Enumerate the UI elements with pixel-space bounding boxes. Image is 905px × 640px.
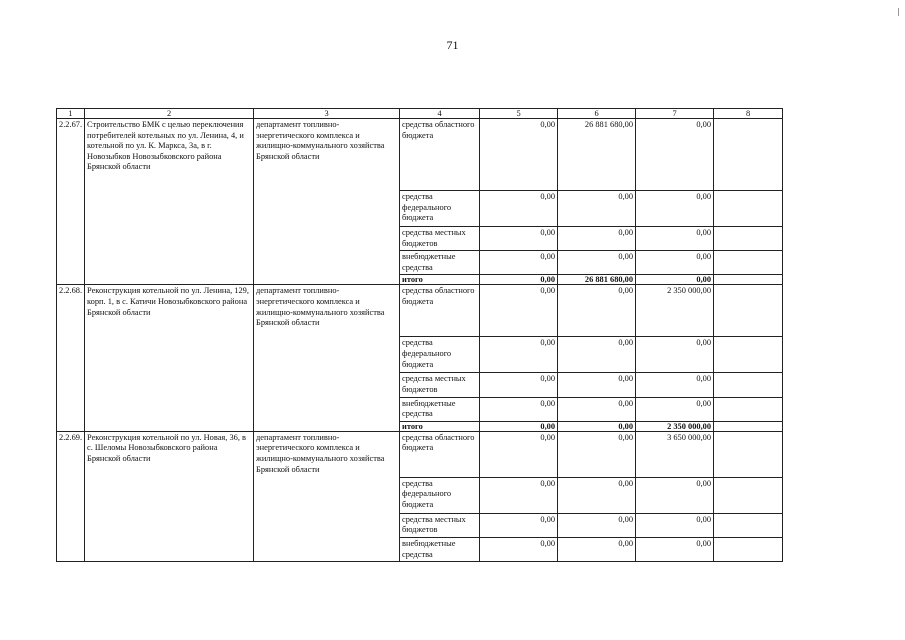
funding-source: средства местных бюджетов [400, 227, 480, 251]
amount-col6: 0,00 [558, 251, 636, 275]
funding-source: средства областного бюджета [400, 285, 480, 337]
amount-col5: 0,00 [480, 397, 558, 421]
project-executor: департамент топливно-энергетического комплекса и жилищно-коммунального хозяйства Брянской области [254, 119, 400, 285]
column-number: 5 [480, 109, 558, 119]
amount-col5: 0,00 [480, 275, 558, 285]
amount-col6: 0,00 [558, 421, 636, 431]
funding-source: средства федерального бюджета [400, 337, 480, 373]
project-executor: департамент топливно-энергетического комплекса и жилищно-коммунального хозяйства Брянской области [254, 431, 400, 561]
amount-col5: 0,00 [480, 337, 558, 373]
amount-col6: 26 881 680,00 [558, 119, 636, 191]
budget-table-wrapper [56, 108, 783, 562]
project-name: Реконструкция котельной по ул. Ленина, 129, корп. 1, в с. Катичи Новозыбковского района Брянской области [85, 285, 254, 431]
amount-col8 [714, 477, 783, 513]
project-id: 2.2.67. [57, 119, 85, 285]
column-number: 4 [400, 109, 480, 119]
amount-col6: 0,00 [558, 513, 636, 537]
amount-col8 [714, 431, 783, 477]
amount-col6: 0,00 [558, 397, 636, 421]
amount-col7: 0,00 [636, 227, 714, 251]
funding-source: средства областного бюджета [400, 431, 480, 477]
project-id: 2.2.68. [57, 285, 85, 431]
amount-col7: 0,00 [636, 191, 714, 227]
amount-col8 [714, 275, 783, 285]
amount-col8 [714, 337, 783, 373]
project-name: Строительство БМК с целью переключения потребителей котельных по ул. Ленина, 4, и котельной по ул. К. Маркса, 3а, в г. Новозыбков Новозыбковского района Брянской области [85, 119, 254, 285]
amount-col6: 0,00 [558, 477, 636, 513]
funding-source: средства федерального бюджета [400, 477, 480, 513]
amount-col8 [714, 397, 783, 421]
amount-col7: 0,00 [636, 477, 714, 513]
amount-col5: 0,00 [480, 227, 558, 251]
funding-source: средства местных бюджетов [400, 513, 480, 537]
amount-col7: 0,00 [636, 397, 714, 421]
column-number: 6 [558, 109, 636, 119]
amount-col8 [714, 251, 783, 275]
project-executor: департамент топливно-энергетического комплекса и жилищно-коммунального хозяйства Брянской области [254, 285, 400, 431]
budget-table [56, 108, 783, 562]
amount-col7: 0,00 [636, 251, 714, 275]
project-id: 2.2.69. [57, 431, 85, 561]
amount-col7: 3 650 000,00 [636, 431, 714, 477]
amount-col7: 0,00 [636, 119, 714, 191]
funding-source: внебюджетные средства [400, 537, 480, 561]
amount-col8 [714, 513, 783, 537]
amount-col8 [714, 373, 783, 397]
funding-source: внебюджетные средства [400, 251, 480, 275]
funding-source: итого [400, 421, 480, 431]
amount-col5: 0,00 [480, 191, 558, 227]
amount-col7: 2 350 000,00 [636, 285, 714, 337]
amount-col6: 0,00 [558, 285, 636, 337]
amount-col8 [714, 285, 783, 337]
amount-col6: 0,00 [558, 373, 636, 397]
scan-edge-mark [898, 8, 899, 16]
table-row [57, 431, 783, 477]
amount-col5: 0,00 [480, 477, 558, 513]
amount-col5: 0,00 [480, 373, 558, 397]
column-number: 1 [57, 109, 85, 119]
table-row [57, 285, 783, 337]
column-number: 2 [85, 109, 254, 119]
page-number: 71 [446, 38, 459, 52]
column-number-row [57, 109, 783, 119]
amount-col7: 0,00 [636, 337, 714, 373]
amount-col6: 26 881 680,00 [558, 275, 636, 285]
amount-col6: 0,00 [558, 337, 636, 373]
amount-col7: 0,00 [636, 275, 714, 285]
funding-source: внебюджетные средства [400, 397, 480, 421]
funding-source: средства областного бюджета [400, 119, 480, 191]
amount-col5: 0,00 [480, 431, 558, 477]
amount-col6: 0,00 [558, 537, 636, 561]
amount-col5: 0,00 [480, 119, 558, 191]
amount-col7: 0,00 [636, 537, 714, 561]
amount-col8 [714, 191, 783, 227]
funding-source: средства федерального бюджета [400, 191, 480, 227]
amount-col6: 0,00 [558, 431, 636, 477]
amount-col7: 0,00 [636, 513, 714, 537]
funding-source: средства местных бюджетов [400, 373, 480, 397]
funding-source: итого [400, 275, 480, 285]
column-number: 7 [636, 109, 714, 119]
amount-col7: 2 350 000,00 [636, 421, 714, 431]
column-number: 8 [714, 109, 783, 119]
amount-col5: 0,00 [480, 285, 558, 337]
table-row [57, 119, 783, 191]
amount-col5: 0,00 [480, 513, 558, 537]
amount-col8 [714, 421, 783, 431]
amount-col5: 0,00 [480, 421, 558, 431]
project-name: Реконструкция котельной по ул. Новая, 36, в с. Шеломы Новозыбковского района Брянской области [85, 431, 254, 561]
column-number: 3 [254, 109, 400, 119]
amount-col8 [714, 227, 783, 251]
amount-col6: 0,00 [558, 191, 636, 227]
amount-col6: 0,00 [558, 227, 636, 251]
amount-col7: 0,00 [636, 373, 714, 397]
amount-col8 [714, 119, 783, 191]
amount-col5: 0,00 [480, 251, 558, 275]
amount-col8 [714, 537, 783, 561]
amount-col5: 0,00 [480, 537, 558, 561]
